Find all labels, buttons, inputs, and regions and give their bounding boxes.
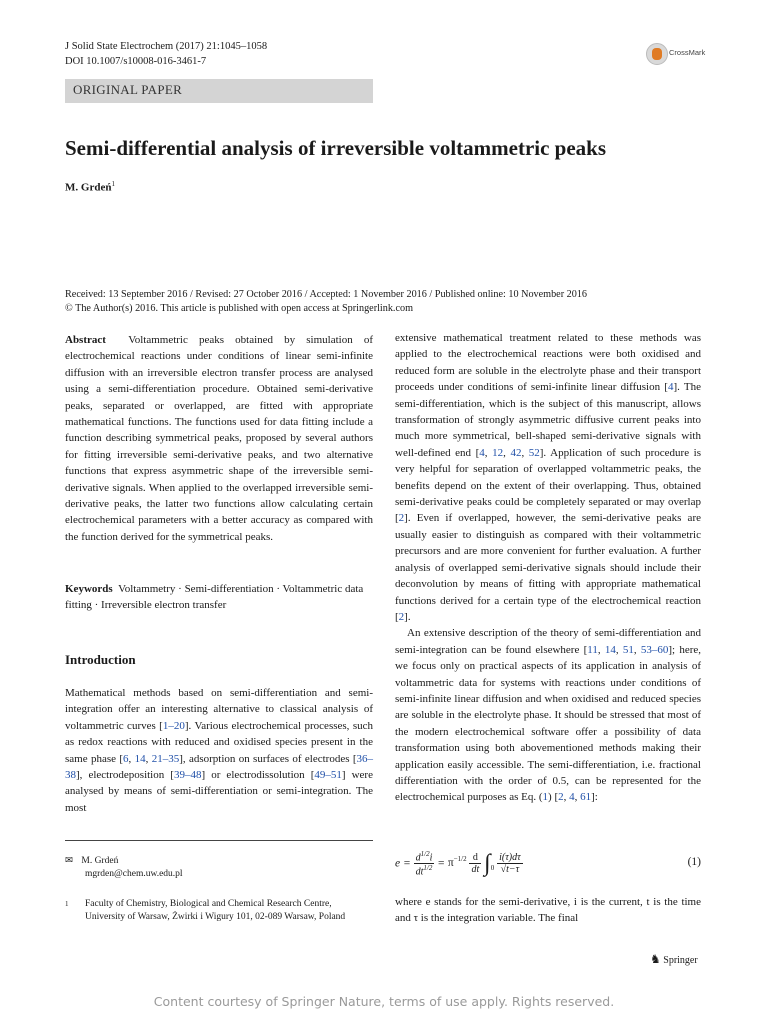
author-email[interactable]: mgrden@chem.uw.edu.pl — [85, 869, 183, 879]
equation-body: e = $\frac{d^{1/2}i}{dt^{1/2}}$ = $\pi^{-1/2}$ $\frac{d}{dt}$ $\int_0$ $\frac{i(\tau)d\tau}{√t-\tau}$ — [395, 850, 521, 878]
crossmark-badge[interactable] — [646, 43, 706, 67]
citation-link[interactable]: 4 — [479, 446, 485, 459]
license-note: © The Author(s) 2016. This article is published with open access at Springerlink.com — [65, 302, 414, 314]
citation-link[interactable]: 2 — [558, 791, 564, 804]
citation-link[interactable]: 49–51 — [314, 769, 342, 782]
section-banner — [65, 79, 373, 103]
right-column-continuation: where e stands for the semi-derivative, i is the current, t is the time and τ is the integration variable. The final — [395, 896, 701, 925]
keywords-label: Keywords — [65, 583, 113, 595]
citation-link[interactable]: 14 — [604, 643, 616, 656]
abstract — [65, 332, 373, 545]
right-column-text: extensive mathematical treatment related to these methods was applied to the electrochemical reactions were both oxidised and reduced form are soluble in the electrolyte phase and their transport proceeds under conditions of semi-infinite linear diffusion [4]. The semi-differentiation, which is the subject of this manuscript, allows transformation of strongly asymmetric diffusive current peaks into much more symmetrical, bell-shaped semi-derivative signals with well-defined end [4, 12, 42, 52]. Application of such procedure is very helpful for separation of overlapped voltammetric peaks, the benefits depend on the extent of their overlapping. Thus, obtained semi-derivative peaks could be completely separated or may overlap [2]. Even if overlapped, however, the semi-derivative peaks are usually easier to distinguish as compared with their voltammetric precursors and are more convenient for further evaluation. A further analysis of overlapped semi-derivative signals should include their deconvolution by means of fitting with appropriate mathematical functions derived for a certain type of the electrochemical reaction [2]. An extensive description of the theory of semi-differentiation and semi-integration can be found elsewhere [11, 14, 51, 53–60]; here, we focus only on practical aspects of its application in analysis of voltammetric data for systems with reactions under conditions of semi-infinite linear diffusion and when oxidised and reduced species are soluble in the electrolyte phase. It should be stressed that most of the modern electrochemical software offer a possibility of data transformation using both abovementioned methods making their application easily accessible. The semi-differentiation, i.e. fractional differentiation with the order of 0.5, can be represented for the electrochemical purposes as Eq. (1) [2, 4, 61]: — [395, 332, 702, 804]
affiliation-number: 1 — [65, 900, 69, 908]
affiliation-line-1: Faculty of Chemistry, Biological and Chemical Research Centre, — [85, 899, 332, 909]
citation-link[interactable]: 36–38 — [65, 752, 374, 782]
article-title: Semi-differential analysis of irreversible voltammetric peaks — [65, 136, 607, 160]
author-affiliation-mark: 1 — [111, 180, 115, 188]
journal-citation: J Solid State Electrochem (2017) 21:1045–1058 — [65, 41, 268, 52]
equation-link[interactable]: 1 — [542, 791, 549, 804]
springer-horse-icon: ♞ — [650, 952, 661, 966]
envelope-icon: ✉ — [65, 856, 73, 866]
crossmark-label: CrossMark — [669, 48, 706, 57]
citation-link[interactable]: 42 — [510, 446, 522, 459]
citation-link[interactable]: 2 — [398, 610, 405, 623]
citation-link[interactable]: 14 — [134, 752, 146, 765]
affiliation — [65, 898, 375, 924]
footnote-divider — [65, 840, 373, 841]
publisher-name: Springer — [663, 955, 698, 966]
citation-link[interactable]: 11 — [587, 643, 598, 656]
keywords — [65, 581, 373, 614]
citation-link[interactable]: 12 — [492, 446, 504, 459]
corresponding-author — [65, 855, 373, 881]
history-dates: Received: 13 September 2016 / Revised: 27 October 2016 / Accepted: 1 November 2016 / Published online: 10 November 2016 — [65, 289, 588, 300]
equation-number: (1) — [687, 856, 701, 868]
citation-link[interactable]: 52 — [528, 446, 540, 459]
article-history — [65, 288, 705, 315]
author-line — [65, 180, 115, 194]
abstract-text: Voltammetric peaks obtained by simulation of electrochemical reactions under conditions of linear semi-infinite diffusion with an irreversible electron transfer process are analysed using a semi-differentiation procedure. Obtained semi-derivative peaks, separated or overlapped, are fitted with appropriate mathematical functions. The functions used for data fitting include a function describing symmetrical peaks, proposed by several authors for fitting irreversible semi-derivative peaks, and two alternative functions that express asymmetric shape of the irreversible semi-derivative signals. When applied to the overlapped irreversible semi-derivative peaks, the latter two functions allow calculating certain electrochemical parameters with a better accuracy as compared with the function derived for the symmetrical peaks. — [65, 334, 374, 543]
section-label: ORIGINAL PAPER — [73, 82, 183, 97]
abstract-label: Abstract — [65, 334, 106, 346]
publisher-logo — [650, 952, 698, 967]
citation-link[interactable]: 4 — [667, 381, 674, 394]
citation-link[interactable]: 4 — [569, 791, 575, 804]
courtesy-notice: Content courtesy of Springer Nature, terms of use apply. Rights reserved. — [153, 994, 615, 1009]
citation-link[interactable]: 53–60 — [640, 643, 669, 656]
doi[interactable]: DOI 10.1007/s10008-016-3461-7 — [65, 56, 207, 67]
citation-link[interactable]: 39–48 — [173, 769, 202, 782]
crossmark-icon — [646, 43, 668, 65]
citation-link[interactable]: 2 — [398, 512, 405, 525]
footnote-author-name: M. Grdeń — [81, 856, 119, 866]
introduction-heading: Introduction — [65, 652, 136, 667]
citation-link[interactable]: 61 — [580, 791, 592, 804]
keywords-text: Voltammetry · Semi-differentiation · Voltammetric data fitting · Irreversible electron transfer — [65, 583, 364, 612]
citation-link[interactable]: 1–20 — [162, 719, 185, 732]
equation-1 — [395, 842, 701, 892]
citation-link[interactable]: 51 — [622, 643, 634, 656]
introduction-paragraph: Mathematical methods based on semi-differentiation and semi-integration offer an interesting alternative to classical analysis of voltammetric curves [1–20]. Various electrochemical processes, such as redox reactions with reduced and oxidised species present in the same phase [6, 14, 21–35], adsorption on surfaces of electrodes [36–38], electrodeposition [39–48] or electrodissolution [49–51] were analysed by means of semi-differentiation or semi-integration. The most — [65, 687, 374, 814]
author-name[interactable]: M. Grdeń — [65, 181, 112, 194]
affiliation-line-2: University of Warsaw, Żwirki i Wigury 101, 02-089 Warsaw, Poland — [85, 912, 346, 922]
citation-link[interactable]: 6 — [123, 752, 129, 765]
citation-link[interactable]: 21–35 — [151, 752, 180, 765]
